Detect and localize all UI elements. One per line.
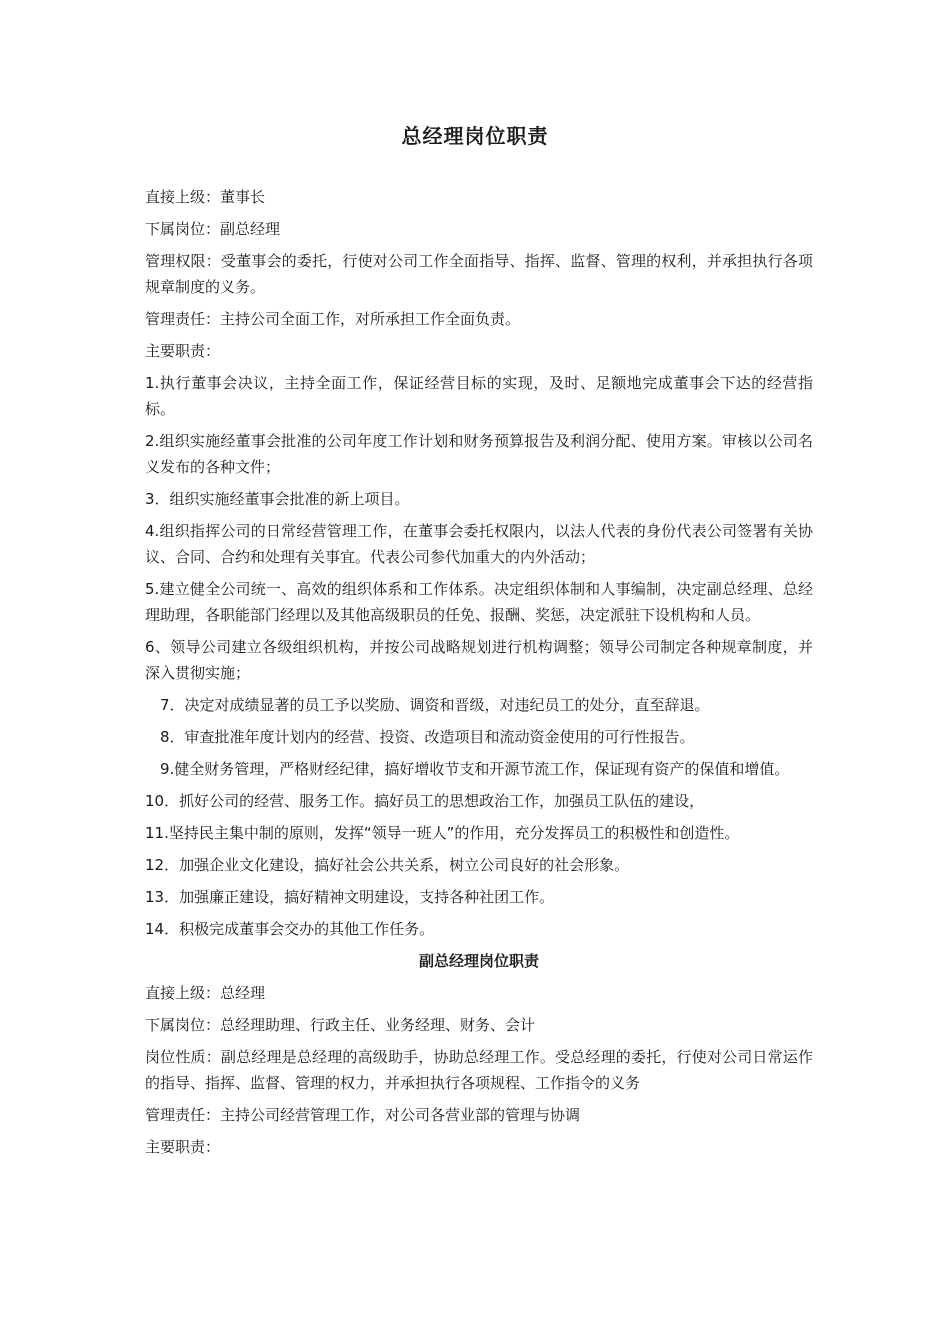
gm-duty-9: 9.健全财务管理，严格财经纪律，搞好增收节支和开源节流工作，保证现有资产的保值和增值。 [160, 760, 790, 778]
gm-duty-8: 8．审查批准年度计划内的经营、投资、改造项目和流动资金使用的可行性报告。 [160, 728, 695, 746]
gm-duty-12: 12．加强企业文化建设，搞好社会公共关系，树立公司良好的社会形象。 [145, 856, 630, 874]
gm-duty-14: 14．积极完成董事会交办的其他工作任务。 [145, 920, 435, 938]
gm-duty-3: 3．组织实施经董事会批准的新上项目。 [145, 490, 410, 508]
gm-duty-4: 4.组织指挥公司的日常经营管理工作，在董事会委托权限内，以法人代表的身份代表公司签署有关协议、合同、合约和处理有关事宜。代表公司参代加重大的内外活动； [145, 522, 813, 566]
gm-duty-10: 10．抓好公司的经营、服务工作。搞好员工的思想政治工作，加强员工队伍的建设， [145, 792, 705, 810]
gm-duty-6: 6、领导公司建立各级组织机构，并按公司战略规划进行机构调整；领导公司制定各种规章制度，并深入贯彻实施； [145, 638, 813, 682]
deputy-subordinate: 下属岗位：总经理助理、行政主任、业务经理、财务、会计 [145, 1016, 536, 1034]
page-title: 总经理岗位职责 [401, 124, 549, 148]
gm-duty-13: 13．加强廉正建设，搞好精神文明建设，支持各种社团工作。 [145, 888, 555, 906]
deputy-duties-heading: 主要职责： [145, 1138, 221, 1156]
gm-duty-11: 11.坚持民主集中制的原则，发挥“领导一班人”的作用，充分发挥员工的积极性和创造性。 [145, 824, 740, 842]
gm-duty-5: 5.建立健全公司统一、高效的组织体系和工作体系。决定组织体制和人事编制，决定副总经理、总经理助理，各职能部门经理以及其他高级职员的任免、报酬、奖惩，决定派驻下设机构和人员。 [145, 580, 813, 624]
gm-duty-7: 7．决定对成绩显著的员工予以奖励、调资和晋级，对违纪员工的处分，直至辞退。 [160, 696, 710, 714]
document-body [145, 184, 813, 1166]
gm-duties-heading: 主要职责： [145, 342, 221, 360]
gm-duty-1: 1.执行董事会决议，主持全面工作，保证经营目标的实现，及时、足额地完成董事会下达的经营指标。 [145, 374, 813, 418]
gm-superior: 直接上级：董事长 [145, 188, 266, 206]
gm-authority: 管理权限：受董事会的委托，行使对公司工作全面指导、指挥、监督、管理的权利，并承担执行各项规章制度的义务。 [145, 252, 813, 296]
gm-duty-2: 2.组织实施经董事会批准的公司年度工作计划和财务预算报告及利润分配、使用方案。审核以公司名义发布的各种文件； [145, 432, 813, 476]
deputy-nature: 岗位性质：副总经理是总经理的高级助手，协助总经理工作。受总经理的委托，行使对公司日常运作的指导、指挥、监督、管理的权力，并承担执行各项规程、工作指令的义务 [145, 1048, 813, 1092]
gm-subordinate: 下属岗位：副总经理 [145, 220, 281, 238]
gm-responsibility: 管理责任：主持公司全面工作，对所承担工作全面负责。 [145, 310, 521, 328]
deputy-superior: 直接上级：总经理 [145, 984, 266, 1002]
deputy-section-title: 副总经理岗位职责 [418, 952, 539, 970]
deputy-responsibility: 管理责任：主持公司经营管理工作，对公司各营业部的管理与协调 [145, 1106, 581, 1124]
